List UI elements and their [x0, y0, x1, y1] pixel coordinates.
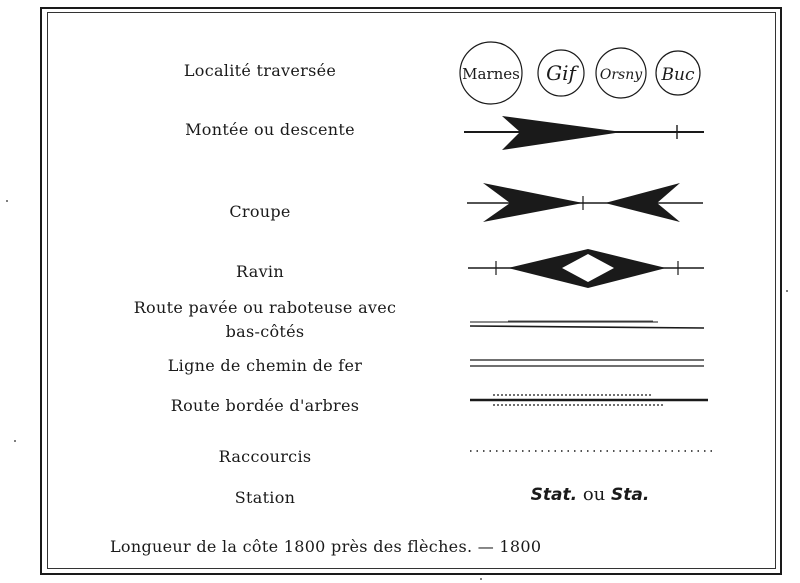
- chemin-de-fer-symbol: [468, 355, 708, 371]
- station-symbol: [480, 484, 700, 505]
- speck: [786, 290, 788, 292]
- station-abbr-short: Sta.: [611, 485, 650, 505]
- localite-symbol: [458, 40, 708, 106]
- station-abbr-long: Stat.: [530, 485, 578, 505]
- length-note: Longueur de la côte 1800 près des flèches. — 1800: [110, 537, 542, 556]
- place-1: Marnes: [462, 65, 520, 83]
- ravin-symbol: [466, 247, 706, 291]
- label-localite: Localité traversée: [183, 61, 337, 80]
- speck: [14, 440, 16, 442]
- label-ravin: Ravin: [236, 262, 284, 281]
- label-station: Station: [234, 488, 296, 507]
- station-or: ou: [582, 484, 606, 505]
- label-raccourcis: Raccourcis: [218, 447, 312, 466]
- place-2: Gif: [546, 61, 576, 85]
- montee-symbol: [462, 112, 707, 156]
- label-route-bordee: Route bordée d'arbres: [170, 396, 360, 415]
- speck: [6, 200, 8, 202]
- route-pavee-symbol: [468, 316, 708, 332]
- croupe-symbol: [465, 180, 705, 224]
- speck: [480, 578, 482, 580]
- place-4: Buc: [661, 65, 695, 85]
- label-montee: Montée ou descente: [185, 120, 355, 139]
- raccourcis-symbol: [468, 446, 718, 456]
- label-route-pavee-2: bas-côtés: [225, 322, 305, 341]
- place-3: Orsny: [599, 67, 643, 83]
- label-chemin-de-fer: Ligne de chemin de fer: [167, 356, 363, 375]
- route-bordee-symbol: [468, 390, 710, 412]
- label-croupe: Croupe: [229, 202, 291, 221]
- label-route-pavee-1: Route pavée ou raboteuse avec: [133, 298, 397, 317]
